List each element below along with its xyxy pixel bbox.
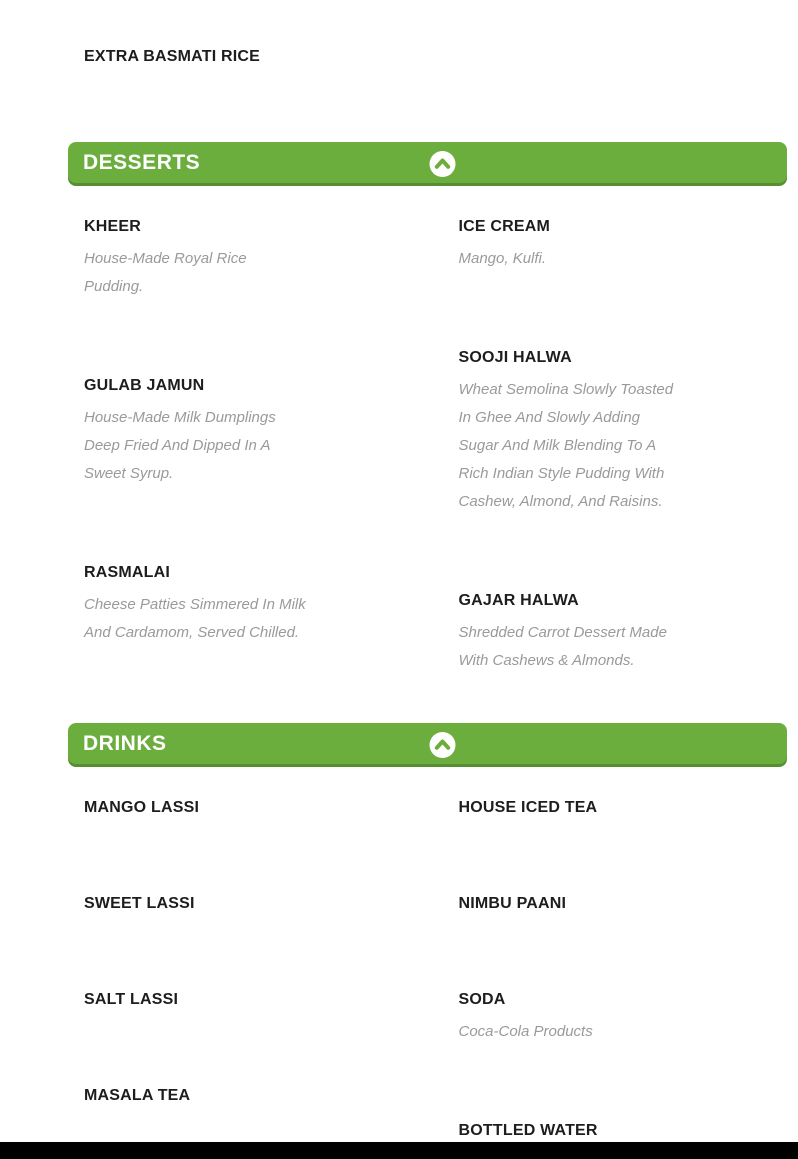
menu-item: [84, 1085, 428, 1107]
item-description-line: Wheat Semolina Slowly Toasted: [458, 381, 674, 398]
item-name: HOUSE ICED TEA: [458, 799, 598, 816]
item-name: SWEET LASSI: [84, 895, 195, 912]
item-description: [459, 619, 788, 675]
item-description-line: Sugar And Milk Blending To A: [458, 437, 657, 454]
section-header-desserts[interactable]: [68, 142, 787, 186]
menu-item: [459, 590, 788, 675]
item-description-line: Deep Fried And Dipped In A: [84, 437, 271, 454]
menu-column-1: [68, 216, 428, 749]
item-name: MANGO LASSI: [84, 799, 200, 816]
item-description: [459, 1018, 788, 1046]
item-description-line: Mango, Kulfi.: [458, 250, 547, 267]
section-title: DESSERTS: [83, 151, 201, 174]
item-name: ICE CREAM: [458, 218, 551, 235]
item-description-line: Cheese Patties Simmered In Milk: [84, 596, 306, 613]
item-description-line: House-Made Royal Rice: [84, 250, 247, 267]
item-name: EXTRA BASMATI RICE: [84, 48, 261, 65]
menu-item: [459, 893, 788, 915]
menu-item: [459, 1120, 788, 1142]
item-name: NIMBU PAANI: [458, 895, 567, 912]
item-name: RASMALAI: [84, 564, 171, 581]
footer-bar: [0, 1142, 798, 1159]
menu-section-desserts: [68, 142, 787, 749]
item-description-line: House-Made Milk Dumplings: [84, 409, 276, 426]
item-description-line: With Cashews & Almonds.: [458, 652, 635, 669]
menu-section-drinks: [68, 723, 787, 1159]
item-name: SALT LASSI: [84, 991, 179, 1008]
item-description-line: Cashew, Almond, And Raisins.: [458, 493, 663, 510]
menu-item: [84, 797, 428, 819]
menu-item: [459, 989, 788, 1046]
menu-item-extra-basmati-rice: [84, 46, 787, 68]
item-name: BOTTLED WATER: [458, 1122, 598, 1139]
item-name: GULAB JAMUN: [84, 377, 205, 394]
item-description-line: Sweet Syrup.: [84, 465, 174, 482]
menu-item: [459, 797, 788, 819]
menu-column-2: [428, 797, 788, 1159]
item-name: KHEER: [84, 218, 142, 235]
menu-item: [459, 216, 788, 273]
menu-column-1: [68, 797, 428, 1159]
chevron-up-icon[interactable]: [429, 732, 456, 759]
chevron-up-icon[interactable]: [429, 151, 456, 178]
item-description-line: In Ghee And Slowly Adding: [458, 409, 641, 426]
item-name: MASALA TEA: [84, 1087, 191, 1104]
menu-item: [84, 216, 428, 301]
item-description-line: Rich Indian Style Pudding With: [458, 465, 665, 482]
item-name: SOOJI HALWA: [458, 349, 572, 366]
menu-item: [84, 375, 428, 488]
menu-item: [84, 893, 428, 915]
item-description: [459, 245, 788, 273]
menu-item: [84, 989, 428, 1011]
section-title: DRINKS: [83, 732, 167, 755]
section-header-drinks[interactable]: [68, 723, 787, 767]
item-description: [459, 376, 788, 516]
menu-column-2: [428, 216, 788, 749]
item-description: [84, 591, 428, 647]
section-columns: [68, 797, 787, 1159]
section-columns: [68, 216, 787, 749]
menu-sections: [68, 142, 787, 1159]
item-name: GAJAR HALWA: [458, 592, 579, 609]
item-description: [84, 404, 428, 488]
item-description-line: Pudding.: [84, 278, 144, 295]
menu-item: [459, 347, 788, 516]
item-description-line: Shredded Carrot Dessert Made: [458, 624, 667, 641]
menu-item: [84, 562, 428, 647]
item-description-line: And Cardamom, Served Chilled.: [84, 624, 300, 641]
item-description-line: Coca-Cola Products: [458, 1023, 593, 1040]
item-name: SODA: [458, 991, 506, 1008]
item-description: [84, 245, 428, 301]
